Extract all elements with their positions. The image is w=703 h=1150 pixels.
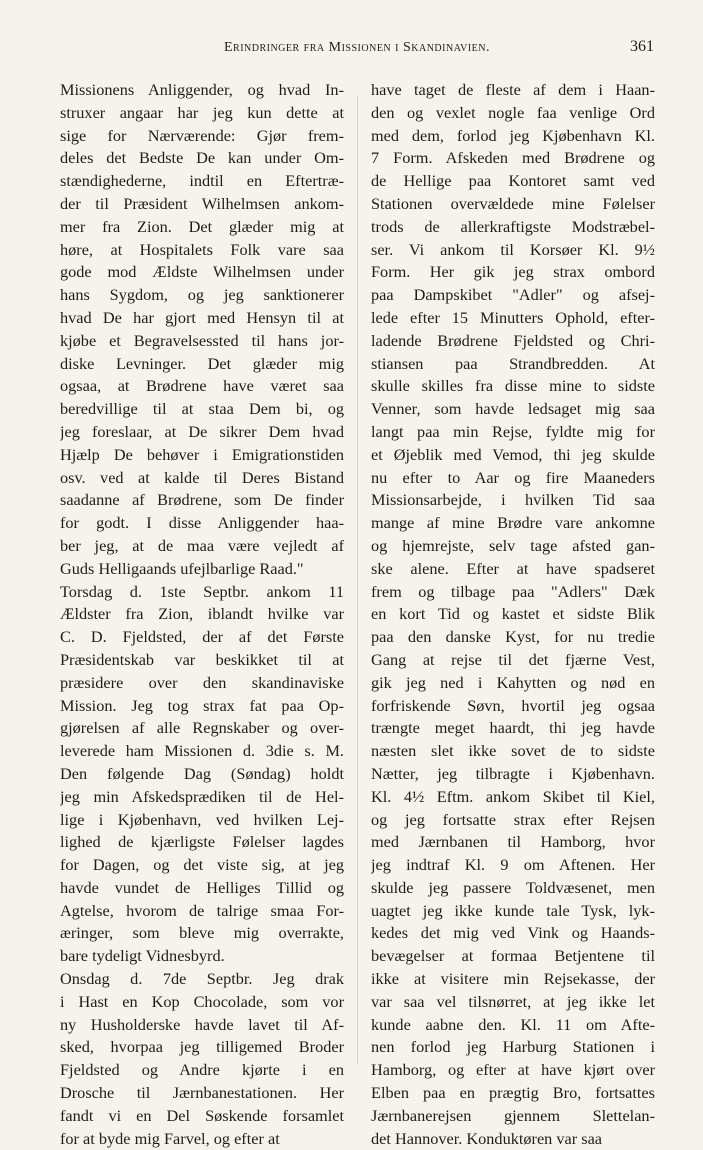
text-line: for Dagen, og det viste sig, at jeg: [60, 855, 344, 875]
text-line: Hjælp De behøver i Emigrationstiden: [60, 444, 344, 464]
text-line: leverede ham Missionen d. 3die s. M.: [60, 741, 344, 761]
text-line: kunde aabne den. Kl. 11 om Afte-: [371, 1014, 655, 1034]
text-line: stiansen paa Strandbredden. At: [371, 353, 655, 373]
text-line: ladende Brødrene Fjeldsted og Chri-: [371, 330, 655, 350]
text-line: i Hast en Kop Chocolade, som vor: [60, 991, 344, 1011]
text-line: 7 Form. Afskeden med Brødrene og: [371, 148, 655, 168]
page-header: [60, 36, 654, 60]
text-line: saadanne af Brødrene, som De finder: [60, 490, 344, 510]
text-line: Nætter, jeg tilbragte i Kjøbenhavn.: [371, 763, 655, 783]
text-line: Missionsarbejde, i hvilken Tid saa: [371, 490, 655, 510]
text-line: gode mod Ældste Wilhelmsen under: [60, 262, 344, 282]
text-line: sige for Nærværende: Gjør frem-: [60, 125, 344, 145]
text-line: Gang at rejse til det fjærne Vest,: [371, 649, 655, 669]
text-line: med dem, forlod jeg Kjøbenhavn Kl.: [371, 125, 655, 145]
text-line: den og vexlet nogle faa venlige Ord: [371, 102, 655, 122]
text-line: stændighederne, indtil en Eftertræ-: [60, 171, 344, 191]
text-line: skulle skilles fra disse mine to sidste: [371, 376, 655, 396]
text-line: frem og tilbage paa "Adlers" Dæk: [371, 581, 655, 601]
text-line: Agtelse, hvorom de talrige smaa For-: [60, 900, 344, 920]
text-line: Fjeldsted og Andre kjørte i en: [60, 1060, 344, 1080]
text-line: paa Dampskibet "Adler" og afsej-: [371, 285, 655, 305]
text-line: lede efter 15 Minutters Ophold, efter-: [371, 307, 655, 327]
text-line: Torsdag d. 1ste Septbr. ankom 11: [60, 581, 344, 601]
text-line: jeg min Afskedsprædiken til de Hel-: [60, 786, 344, 806]
page-number: 361: [630, 38, 654, 55]
text-line: Ældster fra Zion, iblandt hvilke var: [60, 604, 344, 624]
text-line: bare tydeligt Vidnesbyrd.: [60, 946, 225, 966]
text-line: trods de allerkraftigste Modstræbel-: [371, 216, 655, 236]
text-line: deles det Bedste De kan under Om-: [60, 148, 344, 168]
text-line: mer fra Zion. Det glæder mig at: [60, 216, 344, 236]
text-line: skulde jeg passere Toldvæsenet, men: [371, 877, 655, 897]
text-line: langt paa min Rejse, fyldte mig for: [371, 421, 655, 441]
text-line: Kl. 4½ Eftm. ankom Skibet til Kiel,: [371, 786, 655, 806]
text-line: det Hannover. Konduktøren var saa: [371, 1128, 603, 1148]
text-line: for godt. I disse Anliggender haa-: [60, 513, 344, 533]
text-line: Elben paa en prægtig Bro, fortsattes: [371, 1083, 655, 1103]
text-line: Onsdag d. 7de Septbr. Jeg drak: [60, 969, 344, 989]
text-line: Drosche til Jærnbanestationen. Her: [60, 1083, 344, 1103]
text-line: Guds Helligaands ufejlbarlige Raad.": [60, 558, 304, 578]
text-line: mange af mine Brødre vare ankomne: [371, 513, 655, 533]
text-line: have taget de fleste af dem i Haan-: [371, 80, 655, 99]
text-line: bevægelser at formaa Betjentene til: [371, 946, 655, 966]
left-column: [60, 79, 344, 1150]
text-line: Missionens Anliggender, og hvad In-: [60, 80, 344, 99]
text-line: Venner, som havde ledsaget mig saa: [371, 399, 655, 419]
text-line: Præsidentskab var beskikket til at: [60, 649, 344, 669]
text-line: havde vundet de Helliges Tillid og: [60, 877, 344, 897]
right-column: [371, 79, 655, 1150]
text-line: Mission. Jeg tog strax fat paa Op-: [60, 695, 344, 715]
text-line: kedes det mig ved Vink og Haands-: [371, 923, 655, 943]
text-line: beredvillige til at staa Dem bi, og: [60, 399, 344, 419]
column-divider: [357, 95, 358, 1065]
text-line: sked, hvorpaa jeg tilligemed Broder: [60, 1037, 344, 1057]
text-line: C. D. Fjeldsted, der af det Første: [60, 627, 344, 647]
text-line: ny Husholderske havde lavet til Af-: [60, 1014, 344, 1034]
text-line: gik jeg ned i Kahytten og nød en: [371, 672, 655, 692]
text-line: et Øjeblik med Vemod, thi jeg skulde: [371, 444, 655, 464]
text-line: nen forlod jeg Harburg Stationen i: [371, 1037, 655, 1057]
text-line: struxer angaar har jeg kun dette at: [60, 102, 344, 122]
text-line: nu efter to Aar og fire Maaneders: [371, 467, 655, 487]
text-line: jeg indtraf Kl. 9 om Aftenen. Her: [371, 855, 655, 875]
text-line: en kort Tid og kastet et sidste Blik: [371, 604, 655, 624]
text-line: Jærnbanerejsen gjennem Slettelan-: [371, 1105, 655, 1125]
text-line: hans Sygdom, og jeg sanktionerer: [60, 285, 344, 305]
text-line: ber jeg, at de maa være vejledt af: [60, 535, 344, 555]
text-line: med Jærnbanen til Hamborg, hvor: [371, 832, 655, 852]
text-line: kjøbe et Begravelsessted til hans jor-: [60, 330, 344, 350]
text-line: lige i Kjøbenhavn, ved hvilken Lej-: [60, 809, 344, 829]
text-line: Hamborg, og efter at have kjørt over: [371, 1060, 655, 1080]
text-line: æringer, som bleve mig overrakte,: [60, 923, 344, 943]
text-line: Form. Her gik jeg strax ombord: [371, 262, 655, 282]
text-line: og hjemrejste, selv tage afsted gan-: [371, 535, 655, 555]
text-line: næsten slet ikke sovet de to sidste: [371, 741, 655, 761]
text-line: præsidere over den skandinaviske: [60, 672, 344, 692]
text-line: jeg foreslaar, at De sikrer Dem hvad: [60, 421, 344, 441]
text-line: osv. ved at kalde til Deres Bistand: [60, 467, 344, 487]
text-line: uagtet jeg ikke kunde tale Tysk, lyk-: [371, 900, 655, 920]
text-line: gjørelsen af alle Regnskaber og over-: [60, 718, 344, 738]
text-line: ske alene. Efter at have spadseret: [371, 558, 655, 578]
running-head: Erindringer fra Missionen i Skandinavien.: [223, 40, 491, 55]
text-line: paa den danske Kyst, for nu tredie: [371, 627, 655, 647]
text-line: var saa vel tilsnørret, at jeg ikke let: [371, 991, 655, 1011]
text-line: ser. Vi ankom til Korsøer Kl. 9½: [371, 239, 655, 259]
text-line: trængte meget haardt, thi jeg havde: [371, 718, 655, 738]
text-line: for at byde mig Farvel, og efter at: [60, 1128, 280, 1148]
text-line: fandt vi en Del Søskende forsamlet: [60, 1105, 344, 1125]
text-line: ogsaa, at Brødrene have været saa: [60, 376, 344, 396]
text-line: de Hellige paa Kontoret samt ved: [371, 171, 655, 191]
text-line: ikke at visitere min Rejsekasse, der: [371, 969, 655, 989]
text-line: Den følgende Dag (Søndag) holdt: [60, 763, 344, 783]
text-line: lighed de kjærligste Følelser lagdes: [60, 832, 344, 852]
text-line: Stationen overvældede mine Følelser: [371, 193, 655, 213]
text-line: forfriskende Søvn, hvortil jeg ogsaa: [371, 695, 655, 715]
text-line: høre, at Hospitalets Folk vare saa: [60, 239, 344, 259]
text-line: hvad De har gjort med Hensyn til at: [60, 307, 344, 327]
text-line: og jeg fortsatte strax efter Rejsen: [371, 809, 655, 829]
text-line: diske Levninger. Det glæder mig: [60, 353, 344, 373]
text-line: der til Præsident Wilhelmsen ankom-: [60, 193, 344, 213]
